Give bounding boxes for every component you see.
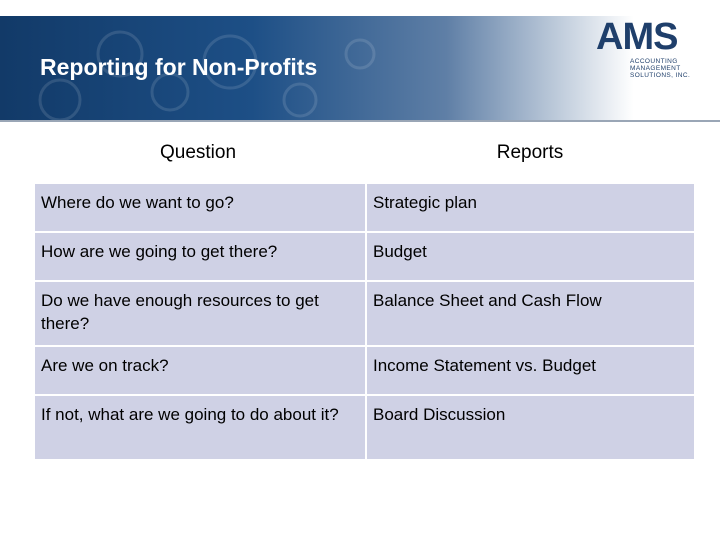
table-row — [34, 346, 695, 395]
question-cell: Are we on track? — [34, 346, 366, 395]
table-row — [34, 281, 695, 346]
ams-logo — [596, 16, 706, 86]
column-header-reports: Reports — [496, 142, 564, 163]
title-banner — [0, 14, 720, 120]
question-cell: If not, what are we going to do about it? — [34, 395, 366, 460]
question-cell: Do we have enough resources to get there? — [34, 281, 366, 346]
report-cell: Balance Sheet and Cash Flow — [366, 281, 695, 346]
report-cell: Board Discussion — [366, 395, 695, 460]
table-row — [34, 395, 695, 460]
banner-bottom-rule — [0, 120, 720, 122]
question-cell: How are we going to get there? — [34, 232, 366, 281]
report-cell: Income Statement vs. Budget — [366, 346, 695, 395]
table-row — [34, 232, 695, 281]
report-cell: Strategic plan — [366, 183, 695, 232]
question-cell: Where do we want to go? — [34, 183, 366, 232]
logo-mark: AMS — [596, 16, 678, 58]
column-header-question: Question — [159, 142, 237, 163]
table-row — [34, 183, 695, 232]
slide-title: Reporting for Non-Profits — [40, 54, 318, 80]
logo-subtitle: ACCOUNTING MANAGEMENT SOLUTIONS, INC. — [630, 58, 691, 79]
reports-table — [33, 182, 696, 461]
report-cell: Budget — [366, 232, 695, 281]
